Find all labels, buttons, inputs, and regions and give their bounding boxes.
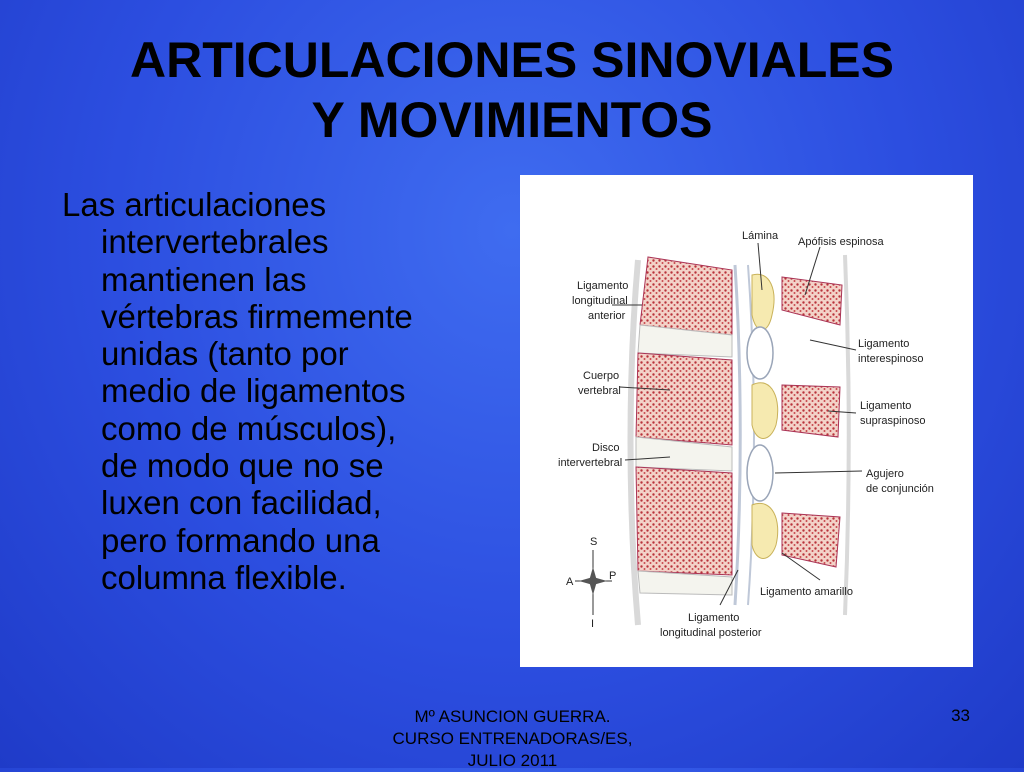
label-disco-intervertebral-1: Disco <box>592 442 620 454</box>
label-agujero-de-conjuncion-2: de conjunción <box>866 483 934 495</box>
body-line: unidas (tanto por <box>101 335 349 373</box>
vertebral-body <box>636 353 732 445</box>
label-agujero-de-conjuncion-1: Agujero <box>866 468 904 480</box>
body-line: intervertebrales <box>101 223 329 261</box>
body-line: columna flexible. <box>101 558 347 596</box>
label-ligamento-longitudinal-posterior-1: Ligamento <box>688 612 740 624</box>
body-line: Las articulaciones <box>62 186 327 223</box>
label-cuerpo-vertebral-2: vertebral <box>578 385 621 397</box>
spine-diagram <box>520 175 973 667</box>
label-ligamento-supraspinoso-1: Ligamento <box>860 400 912 412</box>
label-ligamento-interespinoso-1: Ligamento <box>858 338 910 350</box>
title-line-2: Y MOVIMIENTOS <box>311 92 713 148</box>
vertebral-body <box>636 467 732 575</box>
footer-line-1: Mº ASUNCION GUERRA. <box>414 707 611 726</box>
footer-line-3: JULIO 2011 <box>467 751 558 770</box>
label-disco-intervertebral-2: intervertebral <box>558 457 623 469</box>
label-ligamento-amarillo: Ligamento amarillo <box>760 586 853 598</box>
label-lamina: Lámina <box>742 230 779 242</box>
label-ligamento-longitudinal-anterior-3: anterior <box>588 310 626 322</box>
page-number: 33 <box>951 706 970 725</box>
footer-credit <box>345 706 680 772</box>
label-ligamento-supraspinoso-2: supraspinoso <box>860 415 926 427</box>
spinous-process <box>782 277 842 325</box>
slide-title <box>0 30 1024 150</box>
footer-line-2: CURSO ENTRENADORAS/ES, <box>392 729 633 748</box>
compass-s: S <box>590 536 598 548</box>
label-ligamento-longitudinal-anterior-1: Ligamento <box>577 280 629 292</box>
foramen <box>747 445 773 501</box>
foramen <box>747 327 773 379</box>
body-line: vértebras firmemente <box>101 297 413 335</box>
compass-a: A <box>566 576 574 588</box>
body-line: pero formando una <box>101 521 380 559</box>
label-ligamento-longitudinal-anterior-2: longitudinal <box>572 295 628 307</box>
body-line: mantienen las <box>101 260 307 298</box>
compass-icon <box>566 536 616 630</box>
spine-illustration <box>520 175 973 667</box>
label-cuerpo-vertebral-1: Cuerpo <box>583 370 620 382</box>
label-ligamento-longitudinal-posterior-2: longitudinal posterior <box>660 627 762 639</box>
vertebral-body <box>640 257 732 335</box>
body-line: como de músculos), <box>101 409 397 447</box>
compass-i: I <box>591 618 595 630</box>
title-line-1: ARTICULACIONES SINOVIALES <box>130 32 894 88</box>
label-ligamento-interespinoso-2: interespinoso <box>858 353 924 365</box>
label-apofisis-espinosa: Apófisis espinosa <box>798 236 884 248</box>
body-line: de modo que no se <box>101 447 384 485</box>
compass-p: P <box>609 570 617 582</box>
body-line: luxen con facilidad, <box>101 484 382 522</box>
body-paragraph <box>62 186 502 596</box>
body-line: medio de ligamentos <box>101 372 406 410</box>
